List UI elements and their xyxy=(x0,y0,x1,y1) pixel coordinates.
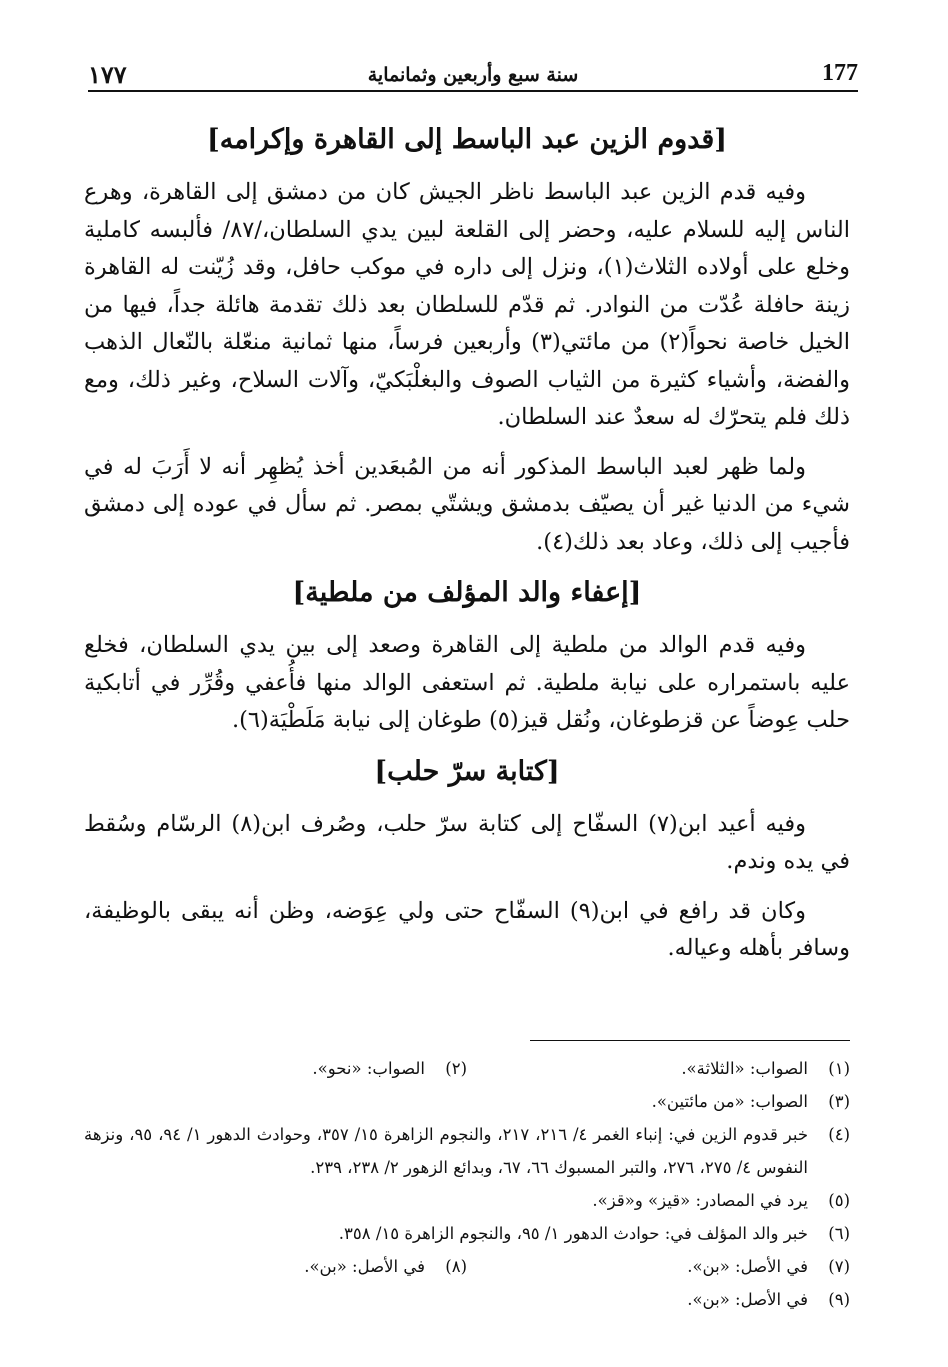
footnote-number: (٥) xyxy=(828,1191,850,1210)
paragraph: وفيه أعيد ابن(٧) السفّاح إلى كتابة سرّ حلب، وصُرف ابن(٨) الرسّام وسُقط في يده وندم. xyxy=(84,810,850,874)
footnote-number: (٣) xyxy=(828,1092,850,1111)
page-number-arabic: ١٧٧ xyxy=(88,60,127,89)
footnote-number: (٨) xyxy=(445,1257,467,1276)
footnote-number: (١) xyxy=(828,1059,850,1078)
footnote-number: (٩) xyxy=(828,1290,850,1309)
footnote-number: (٢) xyxy=(445,1059,467,1078)
footnote-text: خبر قدوم الزين في: إنباء الغمر ٤/ ٢١٦، ٢١٧، والنجوم الزاهرة ١٥/ ٣٥٧، وحوادث الدهور ١/ ٩٤، ٩٥، ونزهة النفوس ٤/ ٢٧٥، ٢٧٦، والتبر المسبوك ٦٦، ٦٧، وبدائع الزهور ٢/ ٢٣٨، ٢٣٩. xyxy=(84,1125,809,1177)
footnote-4 xyxy=(84,1118,850,1184)
page-header xyxy=(88,58,858,92)
paragraph: وفيه قدم الزين عبد الباسط ناظر الجيش كان من دمشق إلى القاهرة، وهرع الناس إليه للسلام عليه، وحضر إلى القلعة لبين يدي السلطان،/٨٧/ فألبسه كاملية وخلع على أولاده الثلاث(١)، ونزل إلى داره في موكب حافل، وقد زُيّنت له القاهرة زينة حافلة عُدّت من النوادر. ثم قدّم للسلطان بعد ذلك تقدمة هائلة جداً، فيها من الخيل خاصة نحواً(٢) من مائتي(٣) وأربعين فرساً، منها ثمانية منعّلة بالنّعال الذهب والفضة، وأشياء كثيرة من الثياب الصوف والبغلْبَكيّ، وآلات السلاح، وغير ذلك، ومع ذلك فلم يتحرّك له سعدٌ عند السلطان. xyxy=(84,179,851,430)
section-heading-malatya: [إعفاء والد المؤلف من ملطية] xyxy=(292,577,642,608)
footnote-7 xyxy=(467,1250,850,1283)
footnote-1 xyxy=(467,1052,850,1085)
footnote-6 xyxy=(84,1217,850,1250)
footnote-rule xyxy=(530,1040,850,1041)
footnote-text: في الأصل: «بن». xyxy=(687,1257,808,1276)
footnote-text: الصواب: «من مائتين». xyxy=(651,1092,808,1111)
footnote-5 xyxy=(84,1184,850,1217)
section-heading-arrival: [قدوم الزين عبد الباسط إلى القاهرة وإكرامه] xyxy=(206,124,728,155)
footnote-2 xyxy=(84,1052,467,1085)
footnote-text: الصواب: «نحو». xyxy=(312,1059,425,1078)
page-number-latin: 177 xyxy=(822,60,858,86)
footnote-8 xyxy=(84,1250,467,1283)
footnote-number: (٦) xyxy=(828,1224,850,1243)
paragraph: وفيه قدم الوالد من ملطية إلى القاهرة وصعد إلى بين يدي السلطان، فخلع عليه باستمراره على نيابة ملطية. ثم استعفى الوالد منها فأُعفي وقُرِّر في أتابكية حلب عِوضاً عن قزطوغان، ونُقل قيز(٥) طوغان إلى نيابة مَلَطْيَة(٦). xyxy=(84,632,850,733)
running-title: سنة سبع وأربعين وثمانماية xyxy=(367,64,579,86)
header-rule xyxy=(88,90,858,92)
footnote-3 xyxy=(84,1085,850,1118)
footnote-9 xyxy=(84,1283,850,1316)
paragraph: ولما ظهر لعبد الباسط المذكور أنه من المُبعَدين أخذ يُظهِر أنه لا أَرَبَ له في شيء من الدنيا غير أن يصيّف بدمشق ويشتّي بمصر. ثم سأل في عوده إلى دمشق فأجيب إلى ذلك، وعاد بعد ذلك(٤). xyxy=(84,453,850,555)
footnote-text: في الأصل: «بن». xyxy=(687,1290,808,1309)
footnote-number: (٧) xyxy=(828,1257,850,1276)
main-text xyxy=(84,112,850,980)
footnote-text: يرد في المصادر: «قيز» و«قز». xyxy=(592,1191,808,1210)
paragraph: وكان قد رافع في ابن(٩) السفّاح حتى ولي عِوَضه، وظن أنه يبقى بالوظيفة، وسافر بأهله وعياله. xyxy=(84,897,850,961)
footnote-text: خبر والد المؤلف في: حوادث الدهور ١/ ٩٥، والنجوم الزاهرة ١٥/ ٣٥٨. xyxy=(338,1224,808,1243)
section-heading-aleppo-secretary: [كتابة سرّ حلب] xyxy=(374,755,560,787)
footnote-number: (٤) xyxy=(828,1125,850,1144)
footnote-text: الصواب: «الثلاثة». xyxy=(681,1059,808,1078)
footnote-text: في الأصل: «بن». xyxy=(304,1257,425,1276)
